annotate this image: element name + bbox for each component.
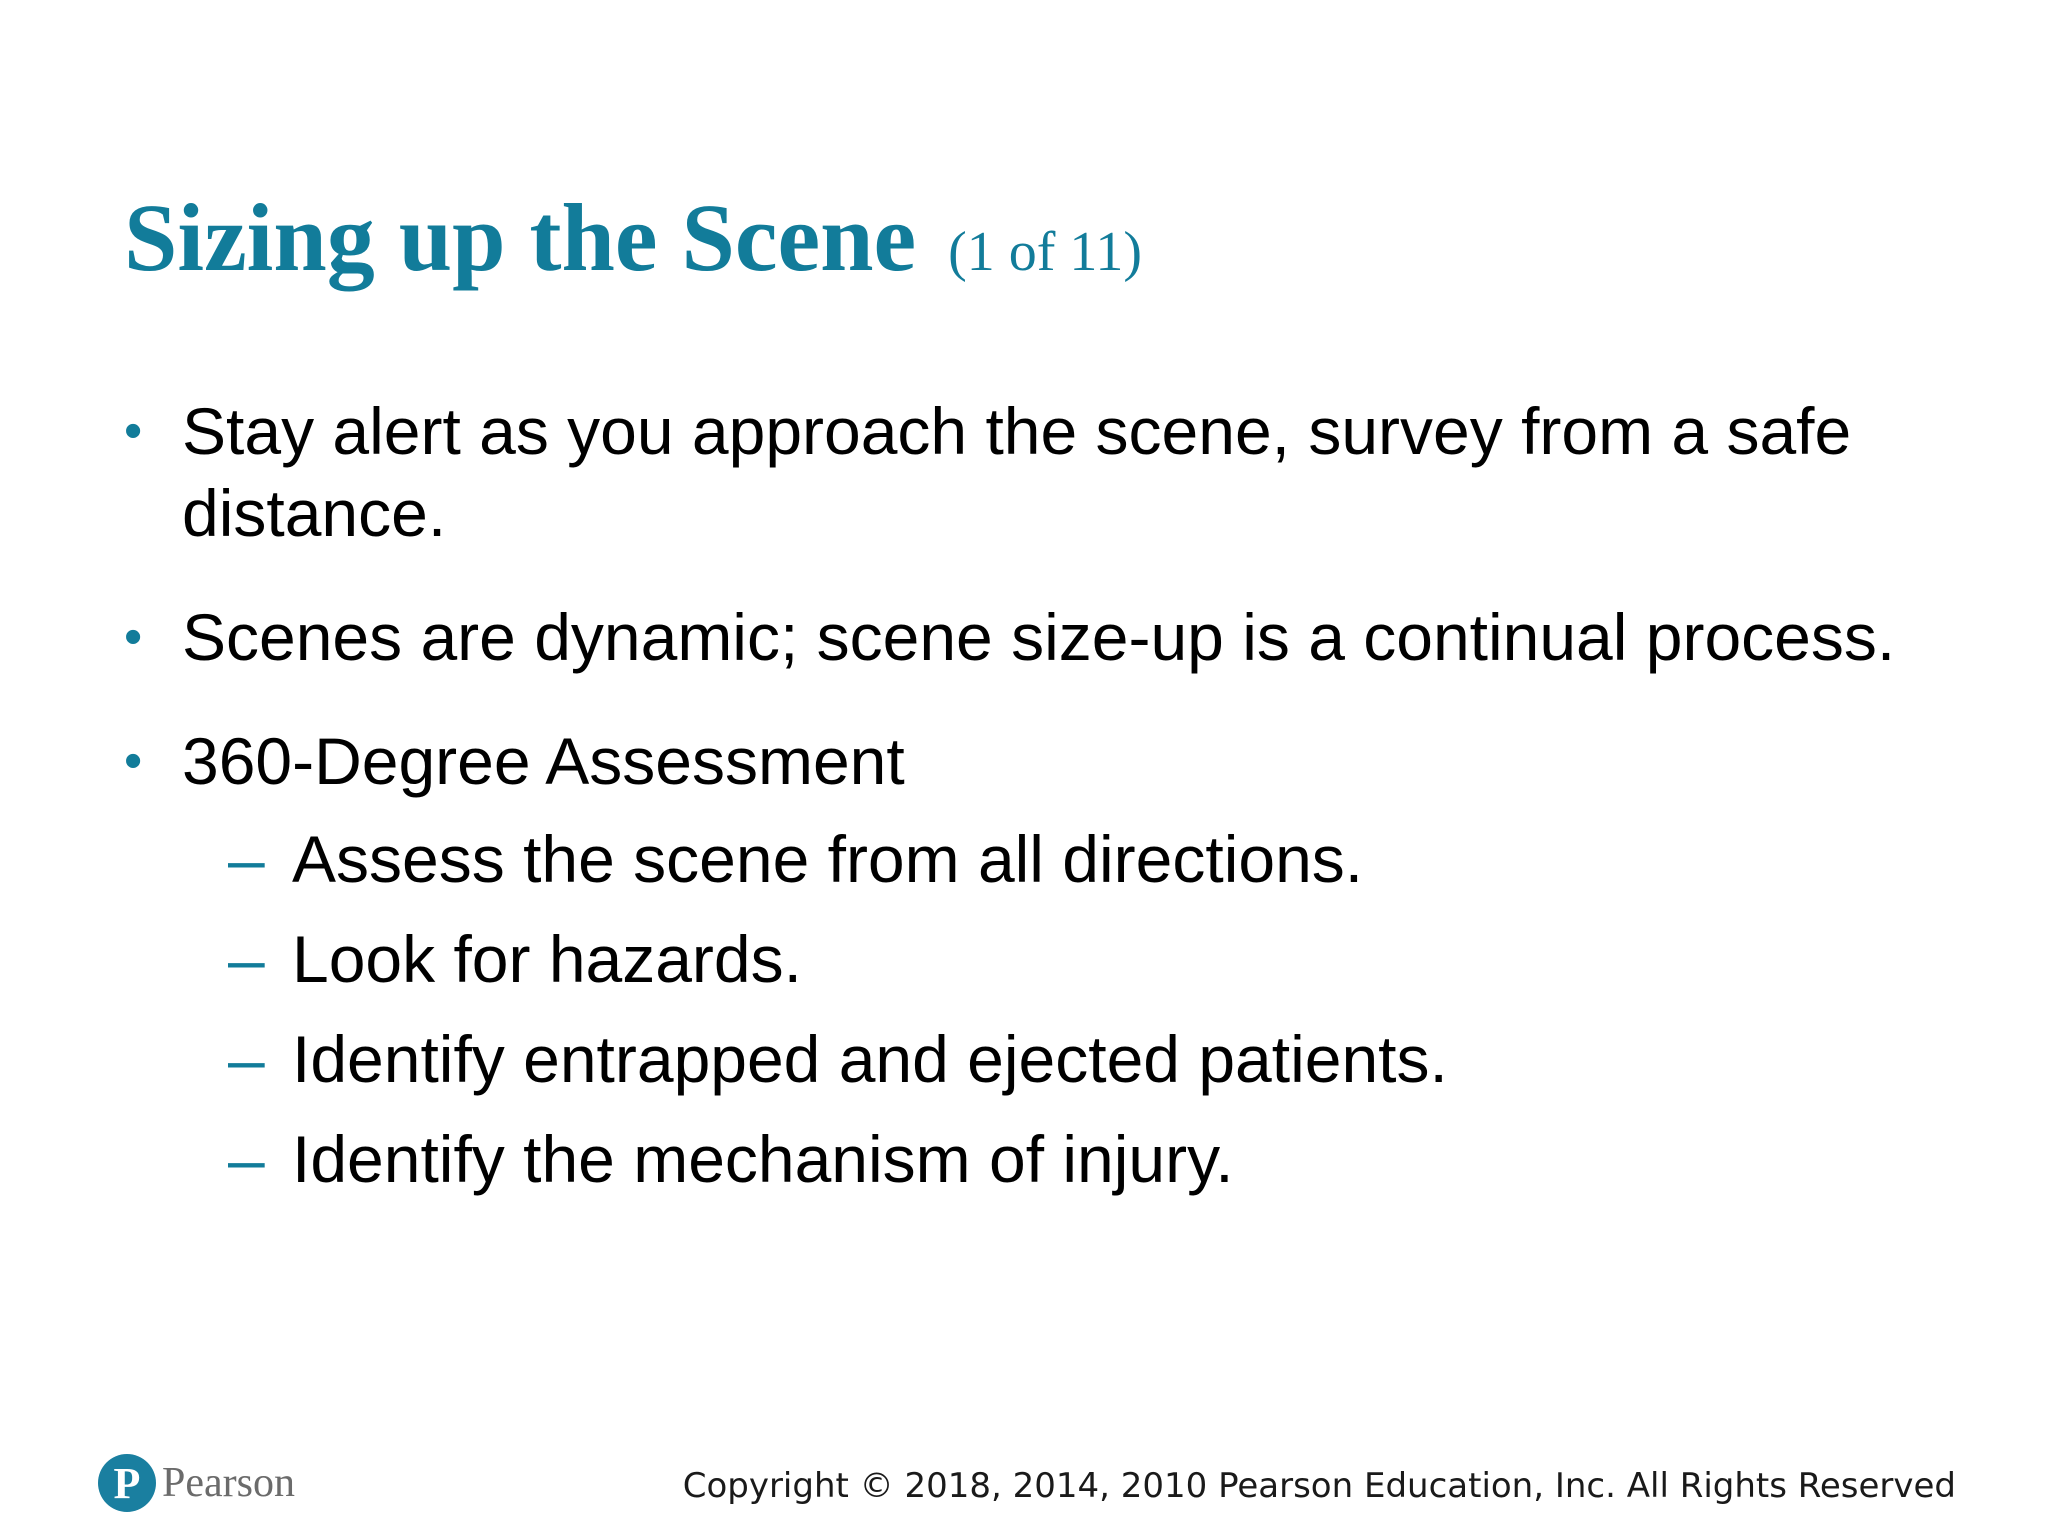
bullet-marker: •: [124, 732, 143, 790]
slide-footer: [0, 1440, 2048, 1536]
sub-bullet-marker: –: [228, 1022, 265, 1096]
bullet-list: [124, 390, 1984, 1242]
sub-bullet-item: [182, 818, 1984, 900]
sub-bullet-text: Assess the scene from all directions.: [292, 822, 1364, 896]
bullet-text: Stay alert as you approach the scene, survey from a safe distance.: [182, 394, 1852, 550]
sub-bullet-text: Look for hazards.: [292, 922, 802, 996]
sub-bullet-item: [182, 1018, 1984, 1100]
bullet-item: [124, 390, 1984, 554]
pearson-logo-icon: P: [98, 1454, 156, 1512]
bullet-text: Scenes are dynamic; scene size-up is a continual process.: [182, 600, 1896, 674]
sub-bullet-text: Identify entrapped and ejected patients.: [292, 1022, 1448, 1096]
title-text: Sizing up the Scene: [124, 184, 917, 291]
copyright-notice: Copyright © 2018, 2014, 2010 Pearson Education, Inc. All Rights Reserved: [682, 1466, 1956, 1506]
sub-bullet-text: Identify the mechanism of injury.: [292, 1122, 1234, 1196]
slide-counter: (1 of 11): [948, 221, 1142, 283]
sub-bullet-marker: –: [228, 822, 265, 896]
sub-bullet-item: [182, 918, 1984, 1000]
sub-bullet-item: [182, 1118, 1984, 1200]
pearson-logo: [98, 1454, 295, 1512]
sub-bullet-list: [182, 818, 1984, 1200]
bullet-marker: •: [124, 402, 143, 460]
sub-bullet-marker: –: [228, 922, 265, 996]
sub-bullet-marker: –: [228, 1122, 265, 1196]
bullet-text: 360-Degree Assessment: [182, 724, 905, 798]
slide-title: [124, 178, 1142, 312]
bullet-marker: •: [124, 608, 143, 666]
bullet-item: [124, 596, 1984, 678]
bullet-item: [124, 720, 1984, 1200]
pearson-logo-text: Pearson: [162, 1460, 295, 1506]
